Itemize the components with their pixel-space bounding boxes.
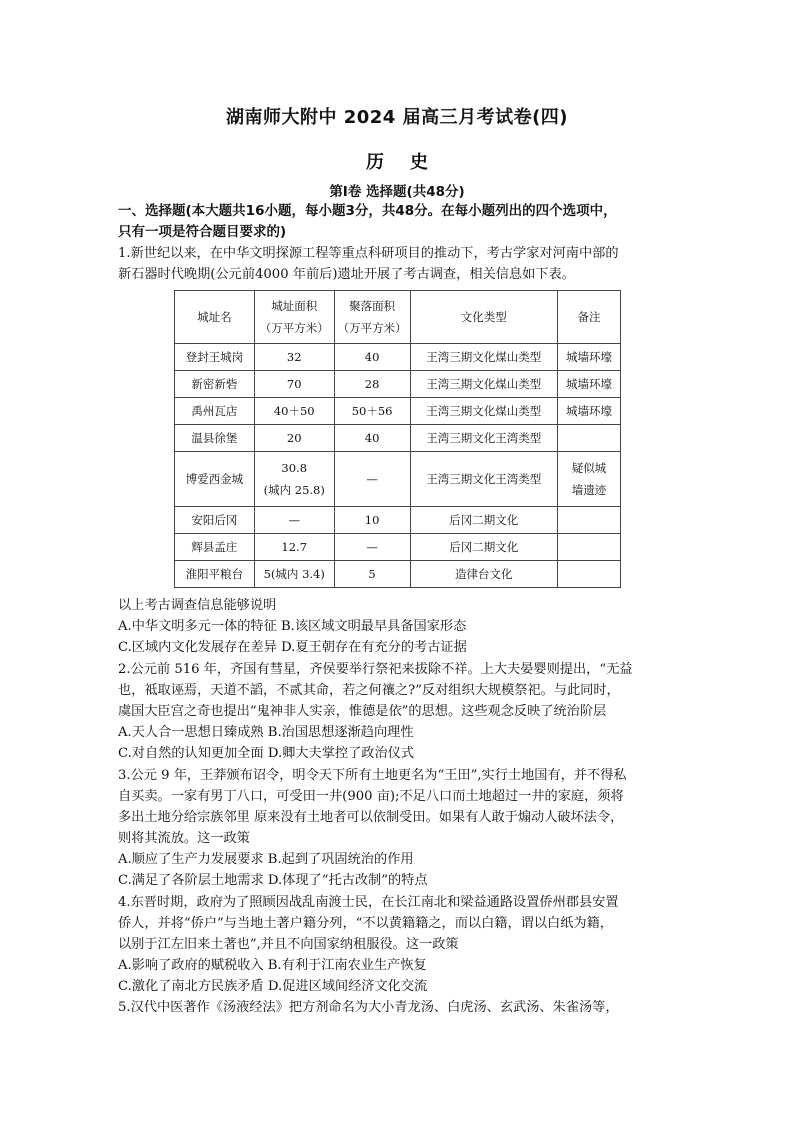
table-cell: 淮阳平粮台	[175, 561, 255, 588]
table-cell: 城墙环壕	[558, 344, 621, 371]
table-row	[175, 452, 621, 507]
q4-line-2: 侨人，并将“侨户”与当地土著户籍分列，“不以黄籍籍之，而以白籍，谓以白纸为籍，	[118, 916, 613, 931]
q5-line-1: 5.汉代中医著作《汤液经法》把方剂命名为大小青龙汤、白虎汤、玄武汤、朱雀汤等，	[118, 1000, 619, 1015]
table-cell: —	[334, 452, 410, 507]
table-cell: 12.7	[254, 534, 334, 561]
table-row	[175, 398, 621, 425]
table-cell: 20	[254, 425, 334, 452]
table-cell: 王湾三期文化煤山类型	[410, 398, 558, 425]
table-cell: 70	[254, 371, 334, 398]
table-cell: 后冈二期文化	[410, 534, 558, 561]
table-cell: 王湾三期文化煤山类型	[410, 371, 558, 398]
table-cell: 40	[334, 425, 410, 452]
instructions-line-2: 只有一项是符合题目要求的)	[118, 224, 287, 240]
table-cell: —	[254, 507, 334, 534]
subject-title: 历史	[366, 152, 454, 173]
q1-options-ab: A.中华文明多元一体的特征 B.该区域文明最早具备国家形态	[118, 619, 467, 634]
header-culture-type: 文化类型	[410, 291, 558, 344]
table-row	[175, 561, 621, 588]
table-cell: 城墙环壕	[558, 371, 621, 398]
q2-options-cd: C.对自然的认知更加全面 D.卿大夫掌控了政治仪式	[118, 746, 415, 761]
table-row	[175, 534, 621, 561]
header-site-name: 城址名	[175, 291, 255, 344]
table-cell: 博爱西金城	[175, 452, 255, 507]
header-settlement-area: 聚落面积 （万平方米）	[334, 291, 410, 344]
q4-options-ab: A.影响了政府的赋税收入 B.有利于江南农业生产恢复	[118, 958, 427, 973]
table-row	[175, 344, 621, 371]
table-cell: 32	[254, 344, 334, 371]
table-cell: 安阳后冈	[175, 507, 255, 534]
table-cell: 28	[334, 371, 410, 398]
table-row	[175, 507, 621, 534]
q1-stem: 以上考古调查信息能够说明	[118, 598, 277, 613]
table-cell: 王湾三期文化王湾类型	[410, 425, 558, 452]
q3-options-ab: A.顺应了生产力发展要求 B.起到了巩固统治的作用	[118, 852, 414, 867]
q3-line-3: 多出土地分给宗族邻里 原来没有土地者可以依制受田。如果有人敢于煽动人破坏法令，	[118, 810, 624, 825]
table-cell: 温县徐堡	[175, 425, 255, 452]
table-cell	[558, 507, 621, 534]
table-cell: 30.8 (城内 25.8)	[254, 452, 334, 507]
table-header-row	[175, 291, 621, 344]
exam-title: 湖南师大附中 2024 届高三月考试卷(四)	[225, 107, 569, 128]
header-site-area: 城址面积 （万平方米）	[254, 291, 334, 344]
table-cell: 城墙环壕	[558, 398, 621, 425]
table-cell: —	[334, 534, 410, 561]
section-title: 第Ⅰ卷 选择题(共48分)	[329, 184, 465, 200]
q3-options-cd: C.满足了各阶层土地需求 D.体现了“托古改制”的特点	[118, 873, 428, 888]
table-cell: 造律台文化	[410, 561, 558, 588]
table-cell: 5	[334, 561, 410, 588]
table-cell: 王湾三期文化王湾类型	[410, 452, 558, 507]
table-row	[175, 425, 621, 452]
archaeology-table	[174, 290, 621, 588]
table-cell: 后冈二期文化	[410, 507, 558, 534]
q2-options-ab: A.天人合一思想日臻成熟 B.治国思想逐渐趋向理性	[118, 725, 414, 740]
instructions-line-1: 一、选择题(本大题共16小题，每小题3分，共48分。在每小题列出的四个选项中，	[118, 203, 617, 219]
table-cell: 5(城内 3.4)	[254, 561, 334, 588]
q2-line-1: 2.公元前 516 年，齐国有彗星，齐侯要举行祭祀来拔除不祥。上大夫晏婴则提出，“无益	[118, 662, 633, 677]
instructions-heading	[118, 201, 688, 243]
table-cell: 50＋56	[334, 398, 410, 425]
table-cell	[558, 561, 621, 588]
q4-line-1: 4.东晋时期，政府为了照顾因战乱南渡士民，在长江南北和梁益通路设置侨州郡县安置	[118, 895, 619, 910]
table-row	[175, 371, 621, 398]
q2-line-3: 虞国大臣宫之奇也提出“鬼神非人实亲，惟德是依”的思想。这些观念反映了统治阶层	[118, 704, 607, 719]
table-cell: 疑似城 墙遗迹	[558, 452, 621, 507]
header-remarks: 备注	[558, 291, 621, 344]
table-cell: 王湾三期文化煤山类型	[410, 344, 558, 371]
table-cell	[558, 534, 621, 561]
q4-line-3: 以别于江左旧来土著也”,并且不向国家纳租服役。这一政策	[118, 937, 459, 952]
table-cell: 新密新砦	[175, 371, 255, 398]
q2-line-2: 也，祗取诬焉，天道不謟，不贰其命，若之何禳之?”反对组织大规模祭祀。与此同时，	[118, 683, 620, 698]
q3-line-1: 3.公元 9 年，王莽颁布诏令，明令天下所有土地更名为“王田”,实行土地国有，并不得私	[118, 768, 627, 783]
q3-line-4: 则将其流放。这一政策	[118, 831, 250, 846]
table-cell: 禹州瓦店	[175, 398, 255, 425]
table-cell: 辉县孟庄	[175, 534, 255, 561]
table-cell: 40＋50	[254, 398, 334, 425]
table-cell	[558, 425, 621, 452]
q3-line-2: 自买卖。一家有男丁八口，可受田一井(900 亩);不足八口而土地超过一井的家庭，须将	[118, 789, 624, 804]
table-cell: 40	[334, 344, 410, 371]
table-cell: 10	[334, 507, 410, 534]
q1-options-cd: C.区域内文化发展存在差异 D.夏王朝存在有充分的考古证据	[118, 640, 467, 655]
table-cell: 登封王城岗	[175, 344, 255, 371]
q4-options-cd: C.激化了南北方民族矛盾 D.促进区域间经济文化交流	[118, 979, 428, 994]
q1-line-2: 新石器时代晚期(公元前4000 年前后)遗址开展了考古调查，相关信息如下表。	[118, 267, 575, 282]
q1-line-1: 1.新世纪以来，在中华文明探源工程等重点科研项目的推动下，考古学家对河南中部的	[118, 246, 619, 261]
